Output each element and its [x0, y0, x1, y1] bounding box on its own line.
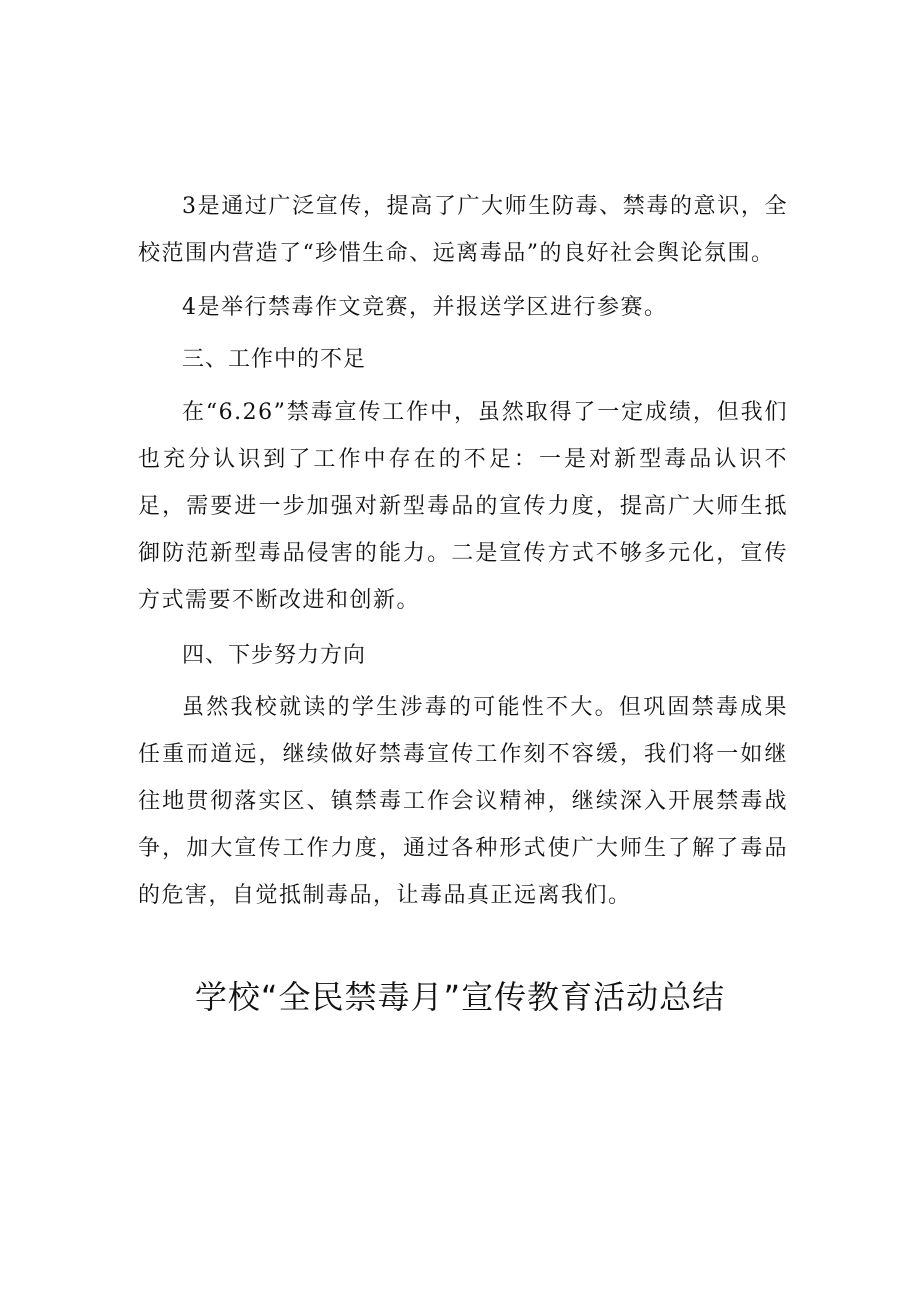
paragraph-shortcomings: 在“6.26”禁毒宣传工作中，虽然取得了一定成绩，但我们也充分认识到了工作中存在的不足：一是对新型毒品认识不足，需要进一步加强对新型毒品的宣传力度，提高广大师生抵御防范新型毒品侵害的能力。二是宣传方式不够多元化，宣传方式需要不断改进和创新。 [138, 400, 788, 613]
paragraph-item-4: 4是举行禁毒作文竞赛，并报送学区进行参赛。 [182, 295, 668, 320]
paragraph-next-steps: 虽然我校就读的学生涉毒的可能性不大。但巩固禁毒成果任重而道远，继续做好禁毒宣传工作刻不容缓，我们将一如继往地贯彻落实区、镇禁毒工作会议精神，继续深入开展禁毒战争，加大宣传工作力度，通过各种形式使广大师生了解了毒品的危害，自觉抵制毒品，让毒品真正远离我们。 [138, 695, 788, 908]
section-heading-shortcomings: 三、工作中的不足 [182, 347, 367, 372]
section-heading-next-steps: 四、下步努力方向 [182, 643, 367, 668]
paragraph-item-3: 3是通过广泛宣传，提高了广大师生防毒、禁毒的意识，全校范围内营造了“珍惜生命、远离毒品”的良好社会舆论氛围。 [138, 194, 788, 266]
document-title: 学校“全民禁毒月”宣传教育活动总结 [194, 978, 726, 1016]
